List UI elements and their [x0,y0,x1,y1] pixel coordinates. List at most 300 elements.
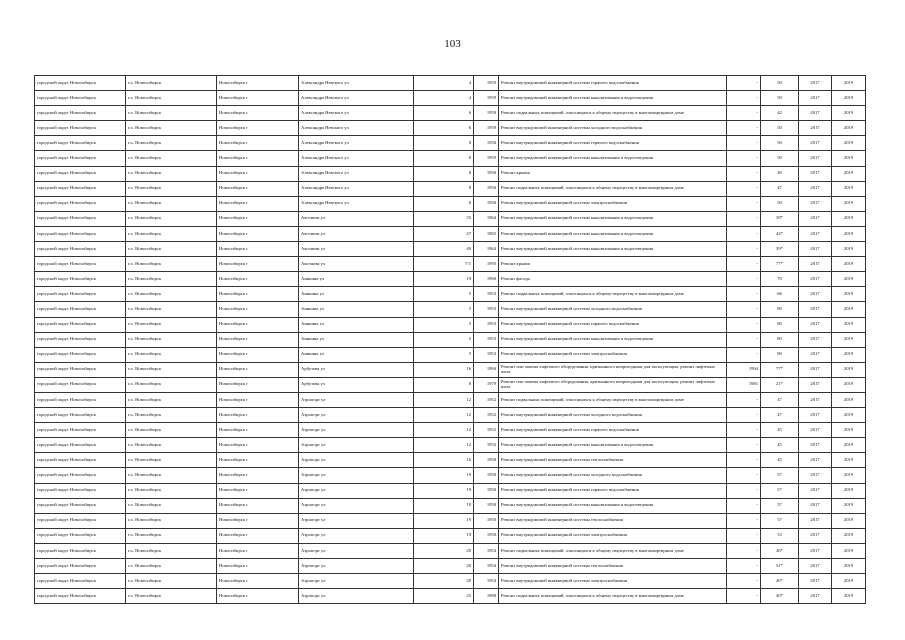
municipality-cell: городской округ Новосибирск [35,453,126,468]
house-cell: 12 [414,438,474,453]
street-cell: Аэропорт ул [299,453,414,468]
settlement-cell: Новосибирск г [217,151,299,166]
extra-cell: - [727,211,761,226]
house-cell: 5 [414,347,474,362]
extra-cell: - [727,166,761,181]
work-type-cell: Ремонт или замена лифтового оборудования, признанного непригодным для эксплуатации, ремонт лифтовых шахт [499,362,727,377]
house-cell: 8 [414,181,474,196]
table-row [35,287,866,302]
cost-cell: 50 [761,91,799,106]
street-cell: Аэропорт ул [299,574,414,589]
start-year-cell: 2017 [799,332,832,347]
work-type-cell: Ремонт внутридомовой инженерной системы холодного водоснабжения [499,121,727,136]
work-type-cell: Ремонт или замена лифтового оборудования, признанного непригодным для эксплуатации, ремонт лифтовых шахт [499,377,727,392]
year-cell: 1950 [474,468,499,483]
start-year-cell: 2017 [799,468,832,483]
settlement-cell: Новосибирск г [217,423,299,438]
cost-cell: 50 [761,151,799,166]
street-cell: Александра Невского ул [299,91,414,106]
street-cell: Аникина ул [299,302,414,317]
start-year-cell: 2017 [799,121,832,136]
table-row [35,559,866,574]
street-cell: Аэропорт ул [299,483,414,498]
end-year-cell: 2019 [832,272,866,287]
end-year-cell: 2019 [832,136,866,151]
municipality-cell: городской округ Новосибирск [35,302,126,317]
extra-cell: - [727,559,761,574]
street-cell: Аэропорт ул [299,543,414,558]
table-row [35,528,866,543]
city-cell: г.о. Новосибирск [126,211,217,226]
street-cell: Александра Невского ул [299,76,414,91]
house-cell: 20 [414,559,474,574]
work-type-cell: Ремонт внутридомовой инженерной системы канализования и водоотведения [499,332,727,347]
end-year-cell: 2019 [832,498,866,513]
cost-cell: 45 [761,453,799,468]
house-cell: 20 [414,543,474,558]
house-cell: 4 [414,76,474,91]
settlement-cell: Новосибирск г [217,181,299,196]
municipality-cell: городской округ Новосибирск [35,468,126,483]
table-row [35,453,866,468]
street-cell: Александра Невского ул [299,151,414,166]
house-cell: 47 [414,226,474,241]
work-type-cell: Ремонт внутридомовой инженерной системы теплоснабжения [499,513,727,528]
end-year-cell: 2019 [832,347,866,362]
table-row [35,468,866,483]
start-year-cell: 2017 [799,559,832,574]
street-cell: Александра Невского ул [299,166,414,181]
work-type-cell: Ремонт внутридомовой инженерной системы горячего водоснабжения [499,136,727,151]
cost-cell: 66 [761,287,799,302]
table-row [35,106,866,121]
street-cell: Аксенова ул [299,242,414,257]
municipality-cell: городской округ Новосибирск [35,362,126,377]
work-type-cell: Ремонт внутридомовой инженерной системы горячего водоснабжения [499,483,727,498]
street-cell: Александра Невского ул [299,121,414,136]
settlement-cell: Новосибирск г [217,211,299,226]
table-row [35,257,866,272]
end-year-cell: 2019 [832,76,866,91]
cost-cell: 80 [761,347,799,362]
street-cell: Арбузова ул [299,377,414,392]
municipality-cell: городской округ Новосибирск [35,76,126,91]
street-cell: Аэропорт ул [299,392,414,407]
house-cell: 19 [414,272,474,287]
start-year-cell: 2017 [799,453,832,468]
table-row [35,408,866,423]
extra-cell: - [727,498,761,513]
work-type-cell: Ремонт внутридомовой инженерной системы канализования и водоотведения [499,242,727,257]
municipality-cell: городской округ Новосибирск [35,332,126,347]
municipality-cell: городской округ Новосибирск [35,151,126,166]
end-year-cell: 2019 [832,257,866,272]
start-year-cell: 2017 [799,106,832,121]
cost-cell: 50 [761,136,799,151]
work-type-cell: Ремонт подвальных помещений, относящихся к общему имуществу в многоквартирном доме [499,106,727,121]
extra-cell: - [727,257,761,272]
end-year-cell: 2019 [832,528,866,543]
year-cell: 1994 [474,362,499,377]
house-cell: 19 [414,498,474,513]
municipality-cell: городской округ Новосибирск [35,438,126,453]
settlement-cell: Новосибирск г [217,272,299,287]
start-year-cell: 2017 [799,181,832,196]
year-cell: 1952 [474,438,499,453]
start-year-cell: 2017 [799,136,832,151]
house-cell: 5 [414,302,474,317]
city-cell: г.о. Новосибирск [126,272,217,287]
cost-cell: 50 [761,196,799,211]
start-year-cell: 2017 [799,257,832,272]
municipality-cell: городской округ Новосибирск [35,166,126,181]
cost-cell: 47 [761,408,799,423]
work-type-cell: Ремонт внутридомовой инженерной системы электроснабжения [499,574,727,589]
cost-cell: 46* [761,574,799,589]
city-cell: г.о. Новосибирск [126,257,217,272]
city-cell: г.о. Новосибирск [126,392,217,407]
cost-cell: 80 [761,302,799,317]
cost-cell: 51* [761,559,799,574]
street-cell: Аксенова ул [299,211,414,226]
city-cell: г.о. Новосибирск [126,513,217,528]
settlement-cell: Новосибирск г [217,332,299,347]
table-row [35,392,866,407]
municipality-cell: городской округ Новосибирск [35,513,126,528]
work-type-cell: Ремонт внутридомовой инженерной системы холодного водоснабжения [499,302,727,317]
end-year-cell: 2019 [832,543,866,558]
settlement-cell: Новосибирск г [217,91,299,106]
house-cell: 19 [414,513,474,528]
settlement-cell: Новосибирск г [217,257,299,272]
table-row [35,377,866,392]
end-year-cell: 2019 [832,151,866,166]
end-year-cell: 2019 [832,559,866,574]
extra-cell: - [727,76,761,91]
year-cell: 1959 [474,151,499,166]
table-row [35,226,866,241]
city-cell: г.о. Новосибирск [126,408,217,423]
house-cell: 6 [414,106,474,121]
year-cell: 1956 [474,196,499,211]
table-row [35,362,866,377]
start-year-cell: 2017 [799,196,832,211]
cost-cell: 47 [761,392,799,407]
house-cell: 8 [414,196,474,211]
table-body [35,76,866,604]
house-cell: 25 [414,589,474,604]
work-type-cell: Ремонт подвальных помещений, относящихся к общему имуществу в многоквартирном доме [499,589,727,604]
municipality-cell: городской округ Новосибирск [35,226,126,241]
house-cell: 12 [414,392,474,407]
city-cell: г.о. Новосибирск [126,226,217,241]
year-cell: 1950 [474,483,499,498]
cost-cell: 77* [761,257,799,272]
extra-cell: - [727,196,761,211]
end-year-cell: 2019 [832,574,866,589]
year-cell: 1956 [474,166,499,181]
year-cell: 1950 [474,498,499,513]
cost-cell: 45 [761,438,799,453]
table-row [35,196,866,211]
end-year-cell: 2019 [832,438,866,453]
house-cell: 4 [414,91,474,106]
cost-cell: 77* [761,362,799,377]
start-year-cell: 2017 [799,91,832,106]
municipality-cell: городской округ Новосибирск [35,91,126,106]
year-cell: 1956 [474,136,499,151]
table-row [35,317,866,332]
work-type-cell: Ремонт внутридомовой инженерной системы теплоснабжения [499,559,727,574]
table-row [35,543,866,558]
city-cell: г.о. Новосибирск [126,136,217,151]
settlement-cell: Новосибирск г [217,121,299,136]
cost-cell: 57 [761,468,799,483]
year-cell: 1956 [474,181,499,196]
start-year-cell: 2017 [799,272,832,287]
city-cell: г.о. Новосибирск [126,106,217,121]
house-cell: 12 [414,423,474,438]
year-cell: 1965 [474,226,499,241]
extra-cell: - [727,574,761,589]
start-year-cell: 2017 [799,166,832,181]
year-cell: 1953 [474,287,499,302]
settlement-cell: Новосибирск г [217,106,299,121]
municipality-cell: городской округ Новосибирск [35,211,126,226]
end-year-cell: 2019 [832,242,866,257]
extra-cell: - [727,468,761,483]
street-cell: Аэропорт ул [299,528,414,543]
cost-cell: 80 [761,317,799,332]
end-year-cell: 2019 [832,226,866,241]
end-year-cell: 2019 [832,106,866,121]
street-cell: Аксенова ул [299,257,414,272]
settlement-cell: Новосибирск г [217,468,299,483]
city-cell: г.о. Новосибирск [126,559,217,574]
table-row [35,272,866,287]
work-type-cell: Ремонт подвальных помещений, относящихся к общему имуществу в многоквартирном доме [499,181,727,196]
house-cell: 7/1 [414,257,474,272]
cost-cell: 46 [761,166,799,181]
table-row [35,574,866,589]
work-type-cell: Ремонт внутридомовой инженерной системы канализования и водоотведения [499,498,727,513]
cost-cell: 39* [761,242,799,257]
house-cell: 5 [414,317,474,332]
end-year-cell: 2019 [832,468,866,483]
street-cell: Аэропорт ул [299,513,414,528]
start-year-cell: 2017 [799,151,832,166]
extra-cell: - [727,106,761,121]
settlement-cell: Новосибирск г [217,302,299,317]
table-row [35,181,866,196]
settlement-cell: Новосибирск г [217,166,299,181]
municipality-cell: городской округ Новосибирск [35,377,126,392]
extra-cell: - [727,121,761,136]
end-year-cell: 2019 [832,91,866,106]
work-type-cell: Ремонт крыши [499,257,727,272]
year-cell: 1950 [474,513,499,528]
city-cell: г.о. Новосибирск [126,242,217,257]
extra-cell: - [727,181,761,196]
extra-cell: - [727,392,761,407]
municipality-cell: городской округ Новосибирск [35,317,126,332]
city-cell: г.о. Новосибирск [126,498,217,513]
municipality-cell: городской округ Новосибирск [35,408,126,423]
end-year-cell: 2019 [832,317,866,332]
year-cell: 1952 [474,392,499,407]
municipality-cell: городской округ Новосибирск [35,392,126,407]
city-cell: г.о. Новосибирск [126,574,217,589]
work-type-cell: Ремонт подвальных помещений, относящихся к общему имуществу в многоквартирном доме [499,392,727,407]
start-year-cell: 2017 [799,589,832,604]
cost-cell: 70 [761,272,799,287]
page-number: 103 [444,38,461,50]
settlement-cell: Новосибирск г [217,438,299,453]
end-year-cell: 2019 [832,392,866,407]
work-type-cell: Ремонт внутридомовой инженерной системы холодного водоснабжения [499,468,727,483]
table-row [35,347,866,362]
street-cell: Александра Невского ул [299,181,414,196]
street-cell: Аникина ул [299,332,414,347]
table-row [35,423,866,438]
settlement-cell: Новосибирск г [217,347,299,362]
settlement-cell: Новосибирск г [217,377,299,392]
city-cell: г.о. Новосибирск [126,438,217,453]
city-cell: г.о. Новосибирск [126,181,217,196]
year-cell: 1954 [474,543,499,558]
table-row [35,151,866,166]
end-year-cell: 2019 [832,377,866,392]
year-cell: 1979 [474,377,499,392]
settlement-cell: Новосибирск г [217,242,299,257]
work-type-cell: Ремонт внутридомовой инженерной системы канализования и водоотведения [499,91,727,106]
year-cell: 1953 [474,317,499,332]
extra-cell: - [727,589,761,604]
end-year-cell: 2019 [832,166,866,181]
end-year-cell: 2019 [832,332,866,347]
house-cell: 19 [414,528,474,543]
municipality-cell: городской округ Новосибирск [35,257,126,272]
work-type-cell: Ремонт внутридомовой инженерной системы теплоснабжения [499,453,727,468]
settlement-cell: Новосибирск г [217,543,299,558]
municipality-cell: городской округ Новосибирск [35,181,126,196]
end-year-cell: 2019 [832,196,866,211]
year-cell: 1950 [474,528,499,543]
end-year-cell: 2019 [832,287,866,302]
house-cell: 6 [414,151,474,166]
cost-cell: 46* [761,543,799,558]
extra-cell: - [727,528,761,543]
start-year-cell: 2017 [799,226,832,241]
street-cell: Арбузова ул [299,362,414,377]
extra-cell: - [727,438,761,453]
end-year-cell: 2019 [832,211,866,226]
start-year-cell: 2017 [799,392,832,407]
start-year-cell: 2017 [799,408,832,423]
year-cell: 1950 [474,453,499,468]
cost-cell: 53 [761,528,799,543]
settlement-cell: Новосибирск г [217,196,299,211]
extra-cell: - [727,272,761,287]
settlement-cell: Новосибирск г [217,392,299,407]
end-year-cell: 2019 [832,181,866,196]
settlement-cell: Новосибирск г [217,528,299,543]
city-cell: г.о. Новосибирск [126,362,217,377]
end-year-cell: 2019 [832,423,866,438]
start-year-cell: 2017 [799,423,832,438]
year-cell: 1959 [474,91,499,106]
extra-cell: - [727,347,761,362]
municipality-cell: городской округ Новосибирск [35,287,126,302]
table-row [35,332,866,347]
cost-cell: 40* [761,589,799,604]
house-cell: 49 [414,242,474,257]
end-year-cell: 2019 [832,483,866,498]
work-type-cell: Ремонт внутридомовой инженерной системы электроснабжения [499,196,727,211]
start-year-cell: 2017 [799,302,832,317]
cost-cell: 21* [761,377,799,392]
start-year-cell: 2017 [799,76,832,91]
table-row [35,211,866,226]
work-type-cell: Ремонт внутридомовой инженерной системы канализования и водоотведения [499,151,727,166]
table-row [35,483,866,498]
municipality-cell: городской округ Новосибирск [35,196,126,211]
city-cell: г.о. Новосибирск [126,468,217,483]
work-type-cell: Ремонт внутридомовой инженерной системы горячего водоснабжения [499,76,727,91]
start-year-cell: 2017 [799,242,832,257]
year-cell: 1959 [474,121,499,136]
house-cell: 35 [414,211,474,226]
house-cell: 19 [414,483,474,498]
street-cell: Аэропорт ул [299,468,414,483]
house-cell: 16 [414,362,474,377]
municipality-cell: городской округ Новосибирск [35,528,126,543]
city-cell: г.о. Новосибирск [126,377,217,392]
municipality-cell: городской округ Новосибирск [35,347,126,362]
settlement-cell: Новосибирск г [217,317,299,332]
settlement-cell: Новосибирск г [217,287,299,302]
extra-cell: - [727,302,761,317]
house-cell: 8 [414,166,474,181]
city-cell: г.о. Новосибирск [126,151,217,166]
work-type-cell: Ремонт внутридомовой инженерной системы горячего водоснабжения [499,423,727,438]
table-row [35,438,866,453]
year-cell: 1953 [474,347,499,362]
end-year-cell: 2019 [832,408,866,423]
extra-cell: - [727,332,761,347]
settlement-cell: Новосибирск г [217,362,299,377]
municipality-cell: городской округ Новосибирск [35,136,126,151]
city-cell: г.о. Новосибирск [126,543,217,558]
work-type-cell: Ремонт подвальных помещений, относящихся к общему имуществу в многоквартирном доме [499,287,727,302]
start-year-cell: 2017 [799,211,832,226]
municipality-cell: городской округ Новосибирск [35,121,126,136]
year-cell: 1953 [474,332,499,347]
street-cell: Аэропорт ул [299,498,414,513]
end-year-cell: 2019 [832,589,866,604]
street-cell: Аэропорт ул [299,423,414,438]
settlement-cell: Новосибирск г [217,498,299,513]
extra-cell: - [727,423,761,438]
work-type-cell: Ремонт внутридомовой инженерной системы канализования и водоотведения [499,226,727,241]
cost-cell: 50 [761,76,799,91]
city-cell: г.о. Новосибирск [126,332,217,347]
city-cell: г.о. Новосибирск [126,196,217,211]
end-year-cell: 2019 [832,121,866,136]
year-cell: 1959 [474,106,499,121]
settlement-cell: Новосибирск г [217,483,299,498]
city-cell: г.о. Новосибирск [126,166,217,181]
